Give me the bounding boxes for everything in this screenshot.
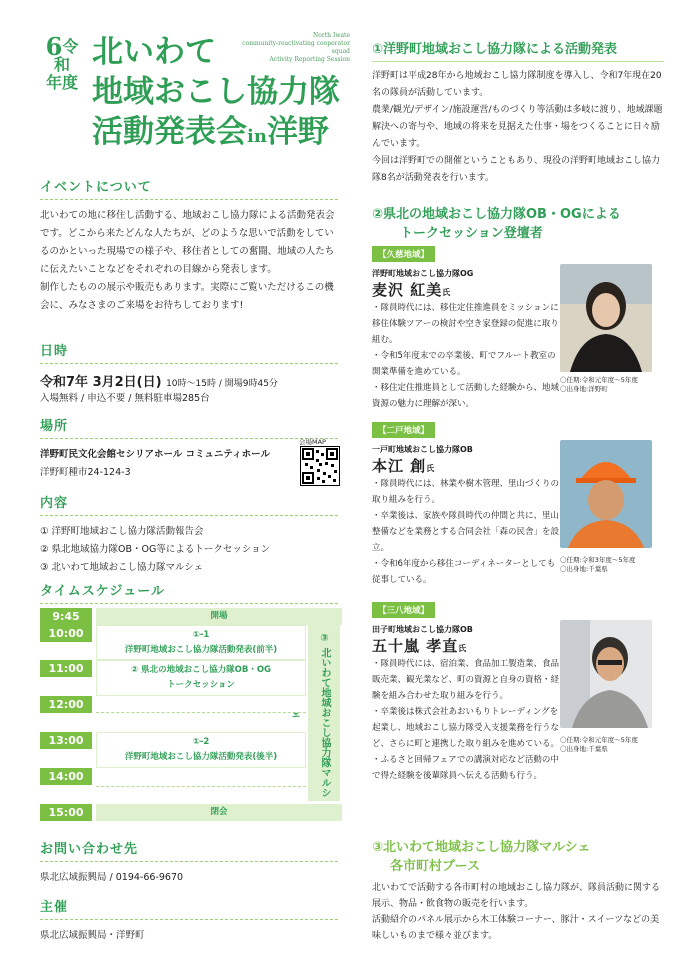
speaker-1-meta	[560, 376, 638, 394]
speaker-org: 洋野町地域おこし協力隊OG	[372, 269, 474, 278]
sec3-heading-a: ③北いわて地域おこし協力隊マルシェ	[372, 840, 591, 855]
content-section	[40, 492, 338, 577]
speaker-org: 田子町地域おこし協力隊OB	[372, 625, 473, 634]
section-3	[372, 836, 664, 944]
block-2-title-a: ② 県北の地域おこし協力隊OB・OG	[130, 665, 272, 675]
schedule-heading: タイムスケジュール	[40, 580, 338, 604]
speaker-bullet: ・移住定住推進員として活動した経験から、地域資源の魅力に理解が深い。	[372, 383, 560, 409]
speaker-bullet: ・令和5年度末での卒業後、町でフルート教室の開業準備を進めている。	[372, 351, 556, 377]
venue-address: 洋野町種市24-124-3	[40, 467, 131, 478]
time-slot: 11:00	[40, 660, 92, 677]
venue-section	[40, 415, 338, 482]
contact-heading: お問い合わせ先	[40, 838, 338, 862]
speaker-org: 一戸町地域おこし協力隊OB	[372, 445, 473, 454]
event-date	[40, 371, 338, 390]
title-block	[92, 32, 350, 157]
speaker-bullet: ・令和6年度から移住コーディネーターとしても従事している。	[372, 559, 556, 585]
speaker-bullet: ・隊員時代には、林業や樹木管理、里山づくりの取り組みを行う。	[372, 479, 560, 505]
divider	[96, 712, 306, 713]
title-in: in	[247, 126, 267, 147]
english-subtitle	[230, 32, 350, 64]
speaker-name-text: 五十嵐 孝直	[372, 637, 459, 655]
speaker-name-text: 本江 創	[372, 457, 427, 475]
title-line-1: 北いわて	[92, 34, 216, 70]
sub-en-line-2: community-reactivating cooperator squad	[242, 40, 350, 55]
content-item-2: ② 県北地域協力隊OB・OG等によるトークセッション	[40, 544, 271, 555]
block-1-num: ①-1	[192, 629, 210, 640]
speaker-term: 〇任期:令和3年度〜5年度	[560, 556, 636, 564]
sub-en-line-1: North Iwate	[313, 32, 350, 39]
era-number: 6	[45, 32, 63, 61]
era-text-b: 年度	[45, 73, 78, 92]
area-tag: 【久慈地域】	[372, 246, 435, 262]
speaker-term: 〇任期:令和元年度〜5年度	[560, 736, 638, 744]
time-text: 10時〜15時 / 開場9時45分	[166, 379, 278, 389]
speaker-from: 〇出身地:千葉県	[560, 565, 608, 573]
sec1-heading: ①洋野町地域おこし協力隊による活動発表	[372, 38, 664, 62]
host-heading: 主催	[40, 896, 338, 920]
speaker-3-photo	[560, 620, 652, 728]
speaker-from: 〇出身地:千葉県	[560, 745, 608, 753]
contact-section	[40, 838, 338, 887]
schedule-block-2	[96, 660, 306, 696]
era-text-a: 令和	[53, 37, 79, 74]
schedule-block-3	[96, 732, 306, 768]
sec2-heading-b: トークセッション登壇者	[400, 226, 543, 241]
timetable	[40, 608, 342, 826]
speaker-bullet: ・隊員時代には、宿泊業、食品加工製造業、食品販売業、観光業など、町の資源と自身の資格・経験を組み合わせた取り組みを行う。	[372, 659, 560, 701]
block-1-title: 洋野町地域おこし協力隊活動発表(前半)	[124, 644, 278, 655]
marche-block: ③ 北いわて地域おこし協力隊マルシェ	[308, 625, 340, 801]
area-tag: 【二戸地域】	[372, 422, 435, 438]
section-1	[372, 38, 664, 187]
venue-name: 洋野町民文化会館セシリアホール コミュニティホール	[40, 449, 270, 460]
speaker-bullet: ・卒業後は株式会社あおいもりトレーディングを起業し、地域おこし協力隊受入支援業務を行うなど、さらに町と連携した取り組みを進めている。	[372, 707, 560, 749]
schedule-heading-wrap	[40, 580, 338, 611]
area-tag: 【三八地域】	[372, 602, 435, 618]
sec2-heading-a: ②県北の地域おこし協力隊OB・OGによる	[372, 207, 621, 222]
title-main: 活動発表会	[92, 114, 247, 150]
sec3-p1: 北いわてで活動する各市町村の地域おこし協力隊が、隊員活動に関する展示、物品・飲食物の販売を行います。	[372, 883, 661, 909]
map-label: 会場MAP	[299, 438, 326, 446]
title-line-3	[92, 112, 350, 157]
datetime-section	[40, 340, 338, 408]
datetime-note: 入場無料 / 申込不要 / 無料駐車場285台	[40, 393, 210, 404]
speaker-suffix: 氏	[458, 644, 468, 653]
era-badge	[38, 32, 86, 92]
content-heading: 内容	[40, 492, 338, 516]
speaker-bullet: ・ふるさと回帰フェアでの講演対応など活動の中で得た経験を後輩隊員へ伝える活動も行う。	[372, 755, 559, 781]
sec1-p2: 農業/観光/デザイン/施設運営/ものづくり等活動は多岐に渡り、地域課題解決への寄与や、地域の将来を見据えた仕事・場をつくることに日々励んでいます。	[372, 105, 663, 149]
sec3-heading-b: 各市町村ブース	[390, 859, 480, 874]
venue-heading: 場所	[40, 415, 338, 439]
block-2-title-b: トークセッション	[167, 680, 235, 690]
schedule-close: 閉会	[96, 804, 342, 821]
time-slot: 14:00	[40, 768, 92, 785]
sec3-p2: 活動紹介のパネル展示から木工体験コーナー、豚汁・スイーツなどの美味しいものまで様々並びます。	[372, 915, 660, 941]
event-section	[40, 176, 338, 315]
section-2-heading	[372, 203, 664, 241]
sub-en-line-3: Activity Reporting Session	[269, 56, 350, 63]
contact-text: 県北広域振興局 / 0194-66-9670	[40, 872, 184, 883]
title-line-2: 地域おこし協力隊	[92, 74, 340, 110]
speaker-suffix: 氏	[426, 464, 436, 473]
time-slot: 10:00	[40, 625, 92, 642]
title-place: 洋野	[266, 114, 329, 150]
event-heading: イベントについて	[40, 176, 338, 200]
content-item-3: ③ 北いわて地域おこし協力隊マルシェ	[40, 562, 204, 573]
event-text-1: 北いわての地に移住し活動する、地域おこし協力隊による活動発表会です。どこから来たどんな人たちが、どのような思いで活動をしているのかといった現場での様子や、移住者としての奮闘、地域の人たちに伝えたいことなどをそれぞれの目線から発表します。	[40, 210, 335, 275]
speaker-3-meta	[560, 736, 638, 754]
block-3-title: 洋野町地域おこし協力隊活動発表(後半)	[124, 752, 278, 762]
speaker-term: 〇任期:令和元年度〜5年度	[560, 376, 638, 384]
host-text: 県北広域振興局・洋野町	[40, 930, 145, 941]
divider	[96, 786, 306, 787]
speaker-suffix: 氏	[442, 288, 452, 297]
datetime-heading: 日時	[40, 340, 338, 364]
event-text-2: 制作したものの展示や販売もあります。実際にご覧いただけるこの機会に、みなさまのご来場をお待ちしております!	[40, 282, 334, 311]
speaker-2-photo	[560, 440, 652, 548]
time-slot: 15:00	[40, 804, 92, 821]
sec1-p1: 洋野町は平成28年から地域おこし協力隊制度を導入し、令和7年現在20名の隊員が活動しています。	[372, 71, 662, 98]
block-3-num: ①-2	[192, 737, 210, 747]
qr-code-icon[interactable]	[300, 446, 340, 486]
schedule-open: 開場	[96, 608, 342, 625]
speaker-bullet: ・隊員時代には、移住定住推進員をミッションに移住体験ツアーの検討や空き家登録の促進に取り組む。	[372, 303, 559, 345]
sec1-p3: 今回は洋野町での開催ということもあり、現役の洋野町地域おこし協力隊8名が活動発表を行います。	[372, 156, 661, 183]
time-slot: 12:00	[40, 696, 92, 713]
date-text: 令和7年 3月2日(日)	[40, 375, 162, 390]
content-item-1: ① 洋野町地域おこし協力隊活動報告会	[40, 526, 204, 537]
speaker-1-photo	[560, 264, 652, 372]
speaker-name-text: 麦沢 紅美	[372, 281, 443, 299]
time-slot: 9:45	[40, 608, 92, 625]
speaker-2-meta	[560, 556, 635, 574]
speaker-from: 〇出身地:洋野町	[560, 385, 608, 393]
speaker-bullet: ・卒業後は、家族や隊員時代の仲間と共に、里山整備などを業務とする合同会社「森の民舎」を設立。	[372, 511, 560, 553]
host-section	[40, 896, 338, 945]
time-slot: 13:00	[40, 732, 92, 749]
schedule-block-1	[96, 625, 306, 660]
